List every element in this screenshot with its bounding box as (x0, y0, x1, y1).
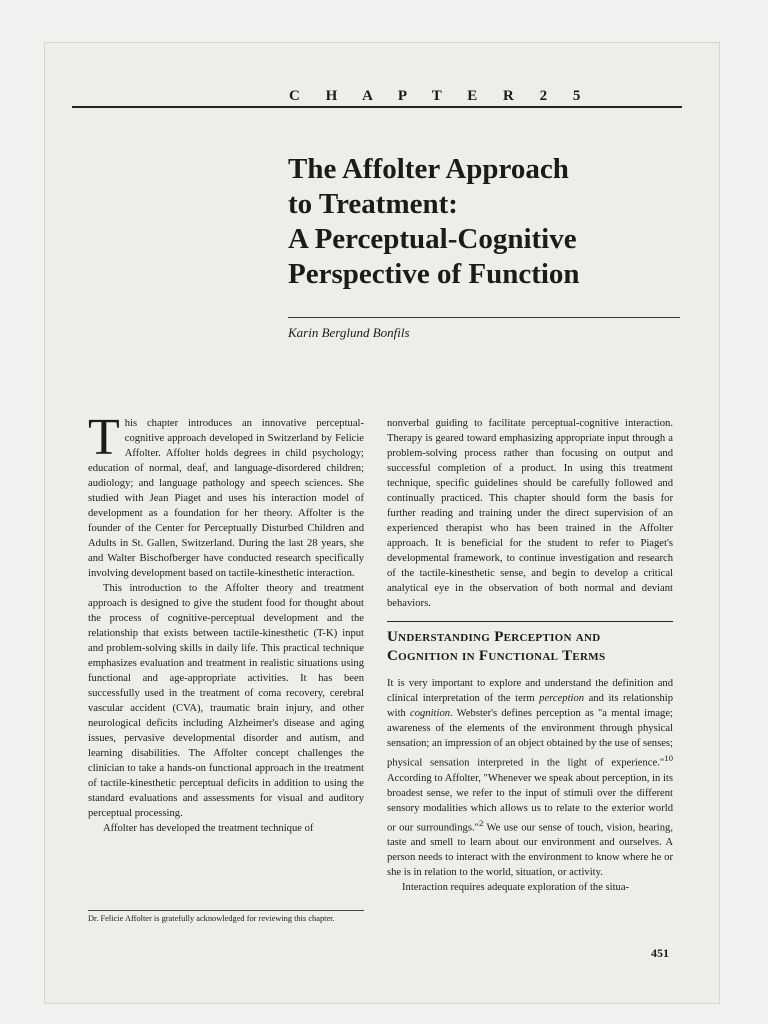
term-cognition: cognition (410, 708, 451, 719)
citation-marker: 2 (478, 817, 484, 828)
chapter-label: C H A P T E R 2 5 (289, 88, 592, 104)
text-run: It is very important to explore and understand the definition and clinical interpretation of the term (387, 678, 673, 704)
chapter-title (288, 152, 688, 292)
chapter-title-line: Perspective of Function (288, 258, 580, 290)
page-number: 451 (651, 946, 669, 960)
chapter-title-line: to Treatment: (288, 188, 458, 220)
term-perception: perception (539, 693, 585, 704)
text-run: We use our sense of touch, vision, hearing, taste and smell to learn about our environment and ourselves. A person needs to interact with the environment to know where he or she is in relation to the world, situation, or activity. (387, 822, 673, 879)
citation-marker: 10 (664, 753, 673, 763)
body-paragraph: Affolter has developed the treatment technique of (103, 823, 314, 834)
author-name: Karin Berglund Bonfils (288, 325, 410, 340)
text-run: According to Affolter, "Whenever we speak about perception, in its broadest sense, we refer to the input of stimuli over the different sensory modalities which allows us to relate to the exterior world or our surroundings." (387, 772, 673, 834)
section-rule (387, 621, 673, 622)
footnote-rule (88, 910, 364, 911)
intro-paragraph-text: his chapter introduces an innovative perceptual-cognitive approach developed in Switzerland by Felicie Affolter. Affolter holds degrees in child psychology; education of normal, deaf, and language-disordered children; audiology; and language pathology and speech sciences. She studied with Jean Piaget and uses his interaction model of development as a foundation for her theory. Affolter is the founder of the Center for Perceptually Disturbed Children and Adults in St. Gallen, Switzerland. During the last 28 years, she and Walter Bischofberger have conducted research specifically involving development based on tactile-kinesthetic interaction. (88, 418, 364, 579)
text-run: and its relationship with (387, 693, 674, 719)
left-column (88, 409, 364, 836)
chapter-title-line: The Affolter Approach (288, 153, 569, 185)
right-column (387, 416, 673, 895)
intro-paragraph (88, 409, 364, 581)
section-heading: Understanding Perception and Cognition in Functional Terms (387, 629, 606, 664)
chapter-rule (72, 106, 682, 108)
title-rule (288, 317, 680, 318)
body-paragraph: This introduction to the Affolter theory and treatment approach is designed to give the student food for thought about the process of cognitive-perceptual development and the relationship that exists between tactile-kinesthetic (T-K) input and problem-solving skills in daily life. This practical technique emphasizes evaluation and treatment in realistic situations using functional and age-appropriate activities. It has been successfully used in the treatment of coma recovery, cerebral vascular accident (CVA), traumatic brain injury, and other neurological deficits including Alzheimer's disease and aging issues, pervasive developmental disorder and autism, and learning disabilities. The Affolter concept challenges the clinician to take a hands-on functional approach in the treatment of tactile-kinesthetic perceptual deficits in addition to using the standard evaluations and assessments for visual and auditory perceptual processing. (88, 583, 364, 819)
chapter-title-line: A Perceptual-Cognitive (288, 223, 577, 255)
body-paragraph: Interaction requires adequate exploration of the situa- (402, 882, 630, 894)
text-run: . Webster's defines perception as "a mental image; awareness of the elements of the environment through physical sensation; an impression of an object obtained by the use of senses; physical sensation interpreted in the light of experience." (387, 708, 674, 769)
book-page (44, 42, 720, 1004)
footnote: Dr. Felicie Affolter is gratefully acknowledged for reviewing this chapter. (88, 914, 335, 923)
body-paragraph (387, 676, 673, 880)
body-paragraph: nonverbal guiding to facilitate perceptual-cognitive interaction. Therapy is geared toward emphasizing appropriate input through a problem-solving process rather than focusing on output and successful completion of a product. In using this treatment technique, specific guidelines should be carefully followed and continually practiced. This chapter should form the basis for further reading and training under the direct supervision of an experienced therapist who has been trained in the Affolter approach. It is beneficial for the student to refer to Piaget's developmental framework, to continue investigation and research of the tactile-kinesthetic sense, and begin to develop a critical analytical eye in the observation of both normal and deviant behaviors. (387, 418, 673, 609)
drop-cap: T (88, 409, 120, 466)
